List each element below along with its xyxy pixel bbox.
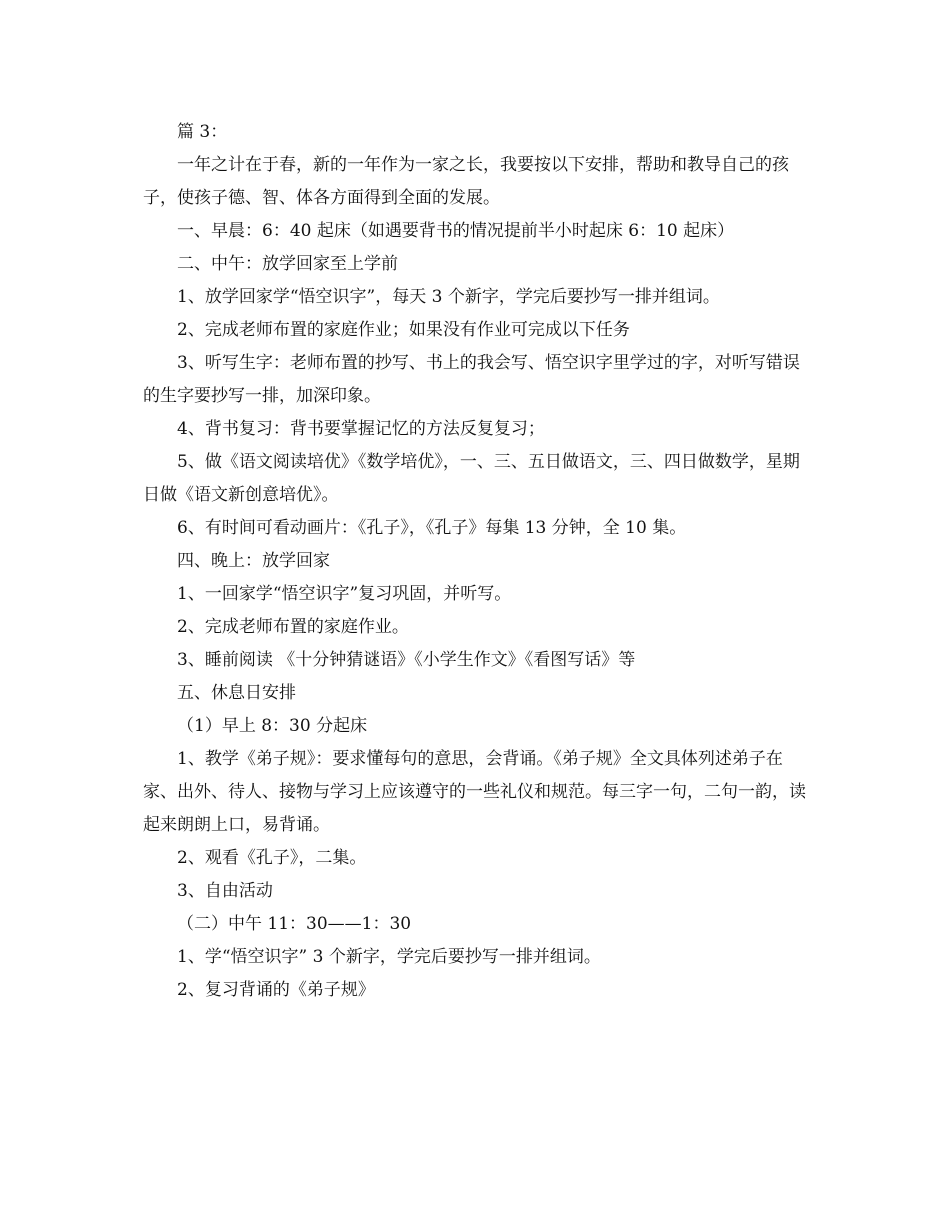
paragraph: 3、听写生字：老师布置的抄写、书上的我会写、悟空识字里学过的字，对听写错误的生字要抄写一排，加深印象。: [143, 353, 800, 406]
paragraph: 四、晚上：放学回家: [177, 551, 330, 571]
paragraph: 2、完成老师布置的家庭作业。: [177, 617, 409, 637]
paragraph: 2、完成老师布置的家庭作业；如果没有作业可完成以下任务: [177, 320, 630, 340]
paragraph: 一、早晨：6：40 起床（如遇要背书的情况提前半小时起床 6：10 起床）: [177, 221, 735, 241]
paragraph: 二、中午：放学回家至上学前: [177, 254, 398, 274]
paragraph: 1、学“悟空识字” 3 个新字，学完后要抄写一排并组词。: [177, 947, 601, 967]
paragraph: 五、休息日安排: [177, 683, 296, 703]
paragraph: 1、一回家学“悟空识字”复习巩固，并听写。: [177, 584, 512, 604]
paragraph: 2、复习背诵的《弟子规》: [177, 980, 375, 1000]
paragraph: 6、有时间可看动画片：《孔子》，《孔子》每集 13 分钟，全 10 集。: [177, 518, 687, 538]
paragraph: 1、放学回家学“悟空识字”，每天 3 个新字，学完后要抄写一排并组词。: [177, 287, 720, 307]
paragraph: 1、教学《弟子规》：要求懂每句的意思，会背诵。《弟子规》全文具体列述弟子在家、出外、待人、接物与学习上应该遵守的一些礼仪和规范。每三字一句，二句一韵，读起来朗朗上口，易背诵。: [143, 749, 806, 835]
paragraph: 3、睡前阅读 《十分钟猜谜语》《小学生作文》《看图写话》等: [177, 650, 636, 670]
paragraph: （1）早上 8：30 分起床: [177, 716, 368, 736]
paragraph: 一年之计在于春，新的一年作为一家之长，我要按以下安排，帮助和教导自己的孩子，使孩子德、智、体各方面得到全面的发展。: [143, 155, 789, 208]
paragraph: 3、自由活动: [177, 881, 273, 901]
paragraph: （二）中午 11：30——1：30: [177, 914, 412, 934]
section-heading: 篇 3：: [177, 122, 228, 142]
document-body: [143, 116, 808, 1007]
paragraph: 2、观看《孔子》，二集。: [177, 848, 367, 868]
paragraph: 4、背书复习：背书要掌握记忆的方法反复复习；: [177, 419, 545, 439]
paragraph: 5、做《语文阅读培优》《数学培优》，一、三、五日做语文，三、四日做数学，星期日做《语文新创意培优》。: [143, 452, 800, 505]
